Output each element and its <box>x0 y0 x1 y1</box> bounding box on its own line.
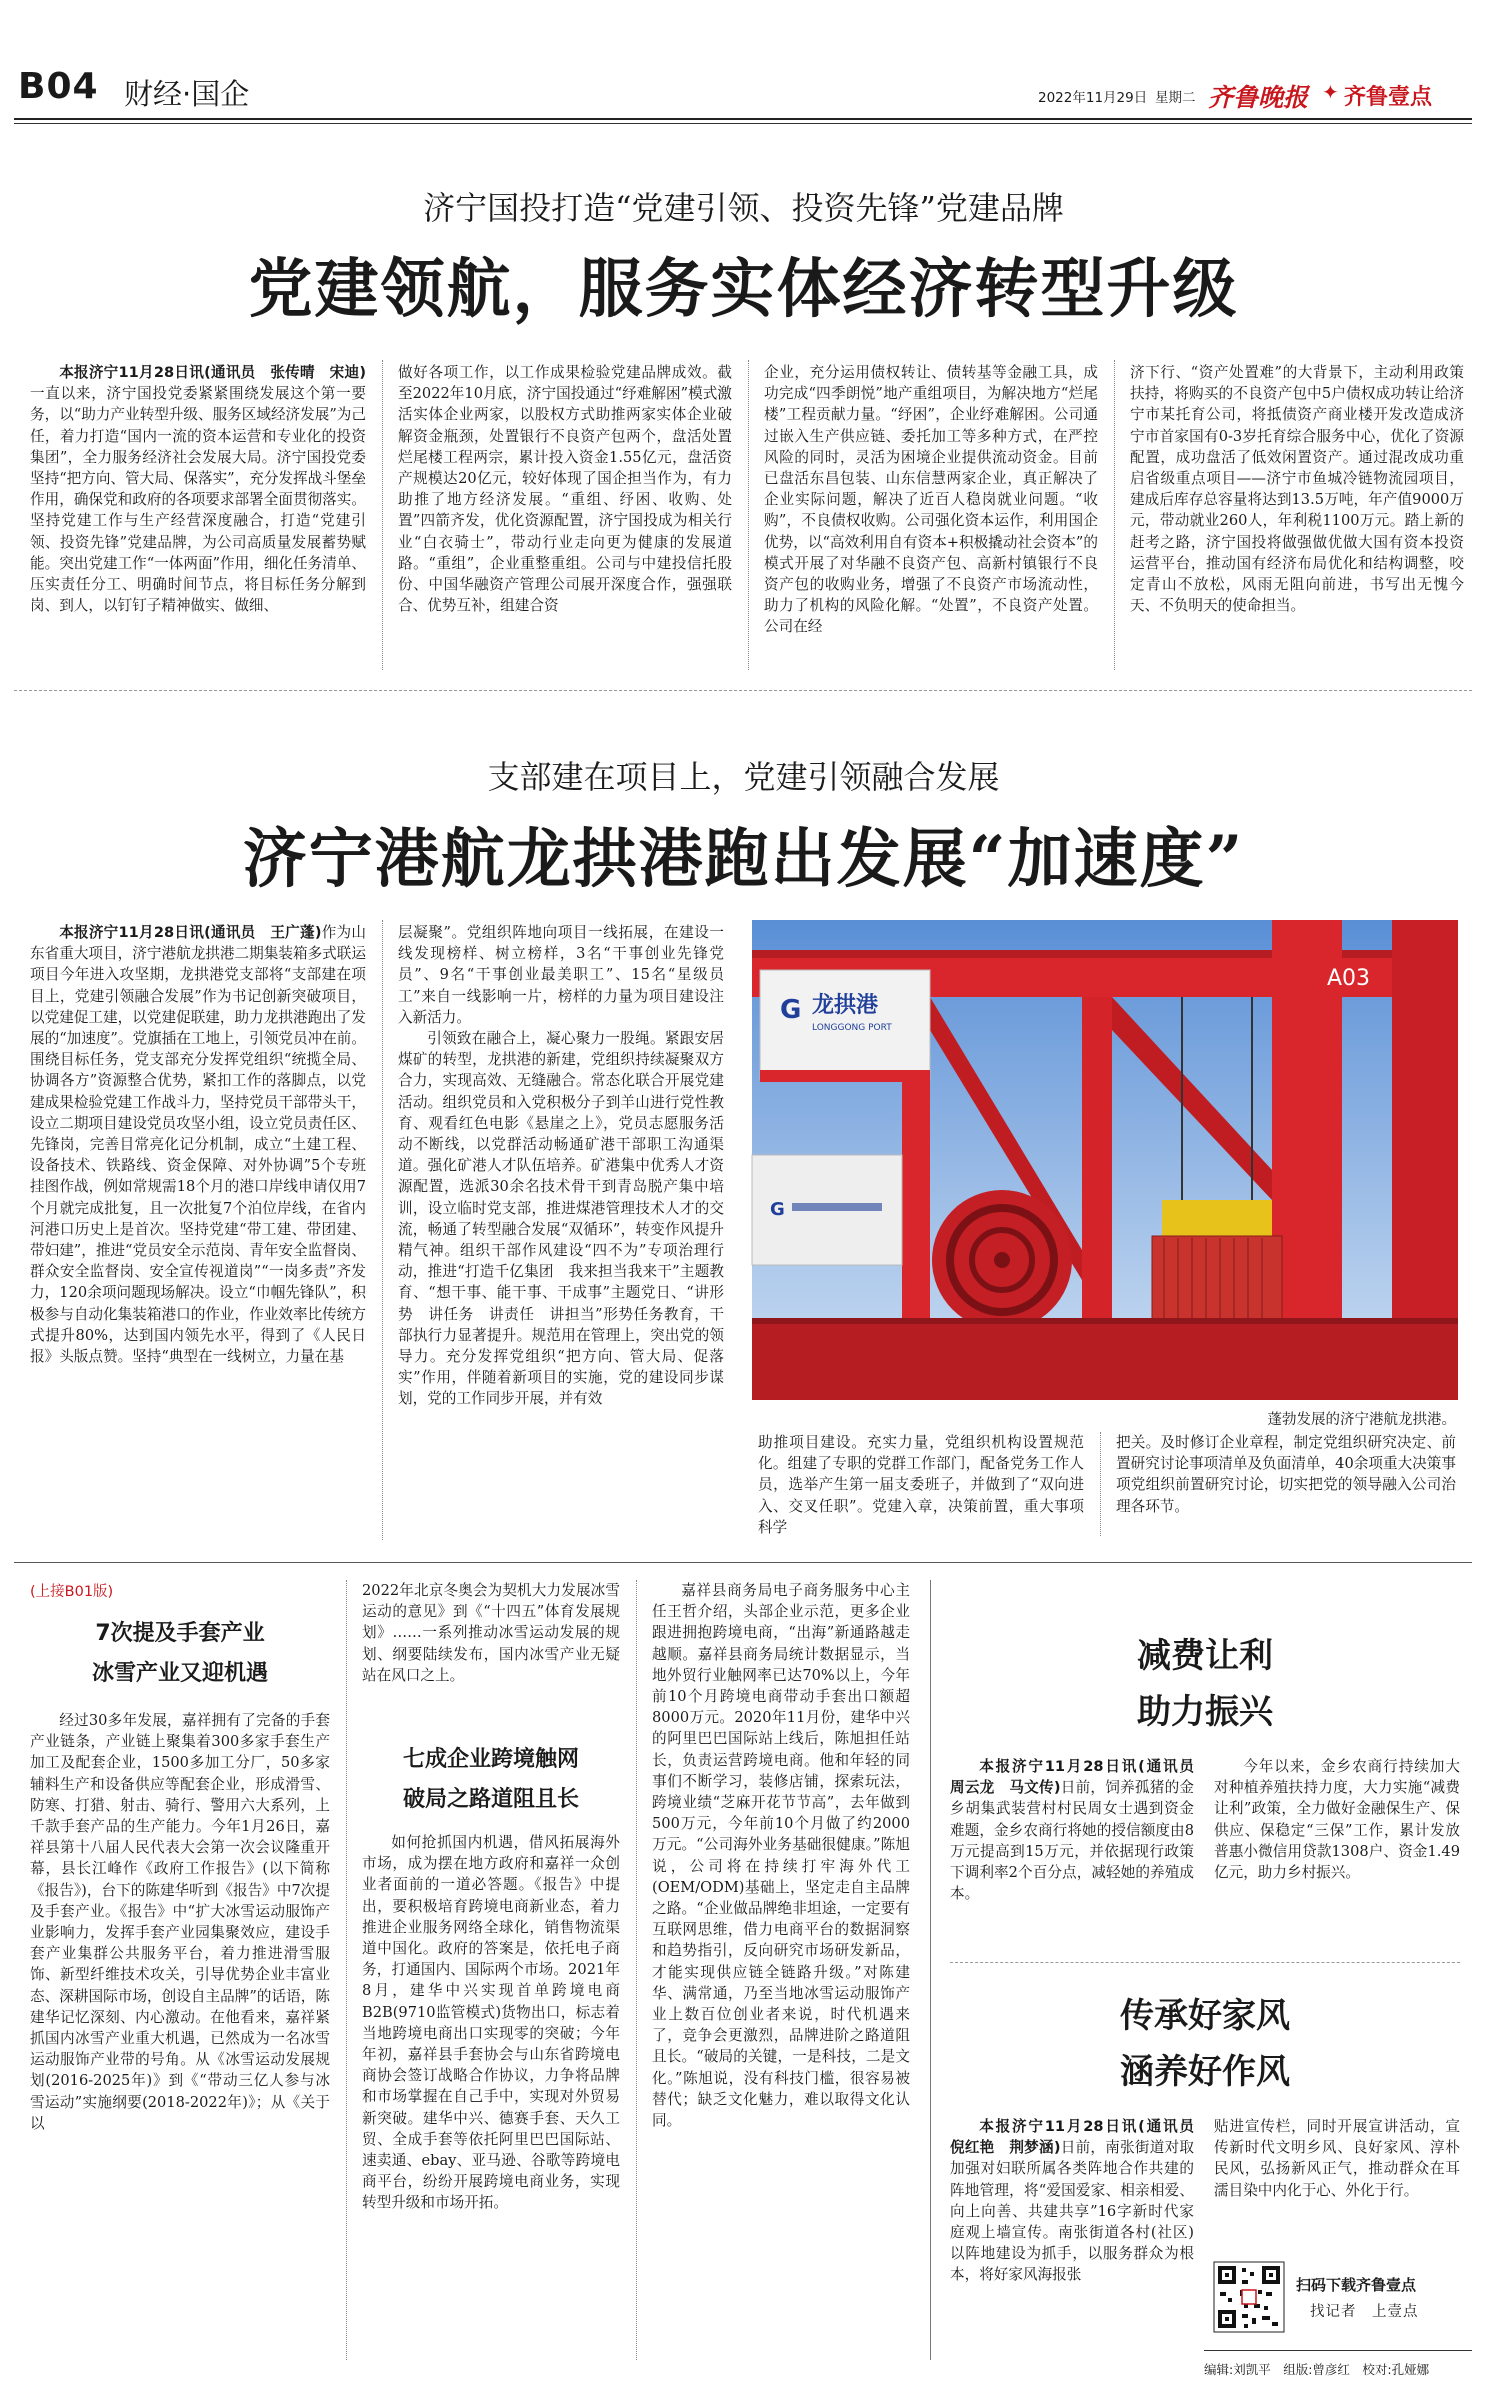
article4-col2: 今年以来，金乡农商行持续加大对种植养殖扶持力度，大力实施“减费让利”政策，全力做好金融保生产、保供应、保稳定“三保”工作，累计发放普惠小微信用贷款1308户、资金1.49亿元，助力乡村振兴。 <box>1214 1758 1460 1882</box>
article4-col1: 本报济宁11月28日讯(通讯员 周云龙 马文传)日前，饲养孤猪的金乡胡集武装营村村民周女士遇到资金难题，金乡农商行将她的授信额度由8万元提高到15万元，并依据现行政策下调利率2个百分点，减轻她的养殖成本。 <box>950 1758 1209 1903</box>
article4-headline1: 减费让利 <box>1137 1636 1273 1676</box>
masthead-rule <box>14 118 1472 120</box>
section-name: 财经·国企 <box>124 77 250 111</box>
photo-sign-cn: 龙拱港 <box>812 993 879 1018</box>
article1-kicker: 济宁国投打造“党建引领、投资先锋”党建品牌 <box>423 189 1064 227</box>
brand-name: 齐鲁壹点 <box>1344 85 1433 110</box>
article2-kicker: 支部建在项目上，党建引领融合发展 <box>487 758 1000 796</box>
article3-col1: 经过30多年发展，嘉祥拥有了完备的手套产业链条，产业链上聚集着300多家手套生产加工及配套企业，1500多加工分厂，50多家辅料生产和设备供应等配套企业，形成滑雪、防寒、打猎、射击、骑行、警用六大系列，上千款手套产品的生产能力。今年1月26日，嘉祥县第十八届人民代表大会第一次会议隆重开幕，县长江峰作《政府工作报告》(以下简称《报告》)，台下的陈建华听到《报告》中7次提及手套产业。《报告》中“扩大冰雪运动服饰产业影响力，发挥手套产业园集聚效应，建设手套产业集群公共服务平台，着力推进滑雪服饰、新型纤维技术攻关，引导优势企业丰富业态、深耕国际市场，创设自主品牌”的话语，陈建华记忆深刻、内心激动。在他看来，嘉祥紧抓国内冰雪产业重大机遇，已然成为一名冰雪运动服饰产业带的号角。从《冰雪运动发展规划(2016-2025年)》到《“带动三亿人参与冰雪运动”实施纲要(2018-2022年)》；从《关于以 <box>30 1712 330 2132</box>
article5-col2: 贴进宣传栏，同时开展宣讲活动，宣传新时代文明乡风、良好家风、淳朴民风，弘扬新风正气，推动群众在耳濡目染中内化于心、外化于行。 <box>1214 2118 1460 2199</box>
continue-marker: (上接B01版) <box>30 1584 114 1600</box>
article4-byline: 本报济宁11月28日讯(通讯员 周云龙 马文传) <box>950 1758 1209 1797</box>
port-photo <box>752 920 1458 1400</box>
article2-col2: 层凝聚”。党组织阵地向项目一线拓展，在建设一线发现榜样、树立榜样，3名“干事创业先锋党员”、9名“干事创业最美职工”、15名“星级员工”来自一线影响一片，榜样的力量为项目建设注入新活力。 引领致在融合上，凝心聚力一股绳。紧跟安居煤矿的转型，龙拱港的新建，党组织持续凝聚双方合力，实现高效、无缝融合。常态化联合开展党建活动。组织党员和入党积极分子到羊山进行党性教育、观看红色电影《悬崖之上》，党员志愿服务活动不断线，以党群活动畅通矿港干部职工沟通渠道。强化矿港人才队伍培养。矿港集中优秀人才资源配置，选派30余名技术骨干到青岛脱产集中培训，设立临时党支部，推进煤港管理技术人才的交流，畅通了转型融合发展“双循环”，转变作风提升精气神。组织干部作风建设“四不为”专项治理行动，推进“打造千亿集团 我来担当我来干”主题教育、“想干事、能干事、干成事”主题党日、“讲形势 讲任务 讲责任 讲担当”形势任务教育，干部执行力显著提升。规范用在管理上，突出党的领导力。充分发挥党组织“把方向、管大局、促落实”作用，伴随着新项目的实施，党的建设同步谋划，党的工作同步开展，并有效 <box>398 924 724 1408</box>
article3-col2b: 如何抢抓国内机遇，借风拓展海外市场，成为摆在地方政府和嘉祥一众创业者面前的一道必答题。《报告》中提出，要积极培育跨境电商新业态，着力推进企业服务网络全球化，销售物流渠道中国化。政府的答案是，依托电子商务，打通国内、国际两个市场。2021年8月，建华中兴实现首单跨境电商B2B(9710监管模式)货物出口，标志着当地跨境电商出口实现零的突破；今年年初，嘉祥县手套协会与山东省跨境电商协会签订战略合作协议，力争将品牌和市场掌握在自己手中，实现对外贸易新突破。建华中兴、德赛手套、天久工贸、全成手套等依托阿里巴巴国际站、速卖通、ebay、亚马逊、谷歌等跨境电商平台，纷纷开展跨境电商业务，实现转型升级和市场开拓。 <box>362 1834 620 2212</box>
article3-subhead1: 7次提及手套产业 <box>95 1621 265 1646</box>
article5-headline1: 传承好家风 <box>1120 1996 1290 2036</box>
article1-col4: 济下行、“资产处置难”的大背景下，主动利用政策扶持，将购买的不良资产包中5户债权成功转让给济宁市某托育公司，将抵债资产商业楼开发改造成济宁市首家国有0-3岁托育综合服务中心，优化了资源配置，成功盘活了低效闲置资产。通过混改成功重启省级重点项目——济宁市鱼城冷链物流园项目，建成后库存总容量将达到13.5万吨，年产值9000万元，带动就业260人，年利税1100万元。踏上新的赶考之路，济宁国投将做强做优做大国有资本投资运营平台，推动国有经济布局优化和结构调整，咬定青山不放松，风雨无阻向前进，书写出无愧今天、不负明天的使命担当。 <box>1130 364 1464 615</box>
article5-byline: 本报济宁11月28日讯(通讯员 倪红艳 荆梦涵) <box>950 2118 1209 2157</box>
photo-sign-en: LONGGONG PORT <box>812 1023 892 1033</box>
article1-byline: 本报济宁11月28日讯(通讯员 张传晴 宋迪) <box>59 364 366 381</box>
footer-rule <box>1204 2350 1472 2351</box>
section-rule-2 <box>14 1562 1472 1563</box>
article3-col3: 嘉祥县商务局电子商务服务中心主任王哲介绍，头部企业示范，更多企业跟进拥抱跨境电商，“出海”新通路越走越顺。嘉祥县商务局统计数据显示，当地外贸行业触网率已达70%以上，今年前10个月跨境电商带动手套出口额超8000万元。2020年11月份，建华中兴的阿里巴巴国际站上线后，陈旭担任站长，负责运营跨境电商。他和年轻的同事们不断学习，装修店铺，探索玩法，跨境业绩“芝麻开花节节高”，去年做到500万元，今年前10个月做了约2000万元。“公司海外业务基础很健康。”陈旭说，公司将在持续打牢海外代工(OEM/ODM)基础上，坚定走自主品牌之路。“企业做品牌绝非坦途，一定要有互联网思维，借力电商平台的数据洞察和趋势指引，反向研究市场研发新品，才能实现供应链全链路升级。”对陈建华、满常通，乃至当地冰雪运动服饰产业上数百位创业者来说，时代机遇来了，竞争会更激烈，品牌进阶之路道阻且长。“破局的关键，一是科技，二是文化。”陈旭说，没有科技门槛，很容易被替代；缺乏文化魅力，难以取得文化认同。 <box>652 1582 910 2130</box>
issue-date: 2022年11月29日 <box>1038 90 1148 106</box>
article5-headline2: 涵养好作风 <box>1120 2052 1290 2092</box>
section-rule-3 <box>950 1962 1460 1963</box>
article3-subhead4: 破局之路道阻且长 <box>402 1787 579 1812</box>
svg-text:G: G <box>770 1199 785 1220</box>
photo-sign-logo: G <box>780 995 802 1025</box>
masthead-rule-thin <box>14 123 1472 124</box>
article1-headline: 党建领航，服务实体经济转型升级 <box>248 252 1239 327</box>
article2-col4: 把关。及时修订企业章程，制定党组织研究决定、前置研究讨论事项清单及负面清单，40余项重大决策事项党组织前置研究讨论，切实把党的领导融入公司治理各环节。 <box>1116 1434 1456 1515</box>
section-rule-1 <box>14 690 1472 691</box>
photo-sign-number: A03 <box>1327 966 1371 991</box>
qr-caption-1: 扫码下载齐鲁壹点 <box>1296 2276 1417 2294</box>
article3-subhead2: 冰雪产业又迎机遇 <box>91 1661 268 1686</box>
article5-col1: 本报济宁11月28日讯(通讯员 倪红艳 荆梦涵)日前，南张街道对取加强对妇联所属各类阵地合作共建的阵地管理，将“爱国爱家、相亲相爱、向上向善、共建共享”16字新时代家庭观上墙宣传。南张街道各村(社区)以阵地建设为抓手，以服务群众为根本，将好家风海报张 <box>950 2118 1209 2284</box>
photo-caption: 蓬勃发展的济宁港航龙拱港。 <box>1267 1412 1456 1428</box>
editor-credits: 编辑:刘凯平 组版:曾彦红 校对:孔娅娜 <box>1204 2362 1430 2377</box>
article1-col2: 做好各项工作，以工作成果检验党建品牌成效。截至2022年10月底，济宁国投通过“纾难解困”模式激活实体企业两家，以股权方式助推两家实体企业破解资金瓶颈，处置银行不良资产包两个，盘活处置烂尾楼工程两宗，累计投入资金1.55亿元，盘活资产规模达20亿元，较好体现了国企担当作为，有力助推了地方经济发展。“重组、纾困、收购、处置”四箭齐发，优化资源配置，济宁国投成为相关行业“白衣骑士”，带动行业走向更为健康的发展道路。“重组”，企业重整重组。公司与中建投信托股份、中国华融资产管理公司展开深度合作，强强联合、优势互补，组建合资 <box>398 364 732 615</box>
article2-byline: 本报济宁11月28日讯(通讯员 王广蓬) <box>59 924 322 941</box>
article1-col3: 企业，充分运用债权转让、债转基等金融工具，成功完成“四季朗悦”地产重组项目，为解决地方“烂尾楼”工程贡献力量。“纾困”，企业纾难解困。公司通过嵌入生产供应链、委托加工等多种方式，在严控风险的同时，灵活为困境企业提供流动资金。目前已盘活东昌包装、山东信慧两家企业，真正解决了企业实际问题，解决了近百人稳岗就业问题。“收购”，不良债权收购。公司强化资本运作，利用国企优势，以“高效利用自有资本+积极撬动社会资本”的模式开展了对华融不良资产包、高新村镇银行不良资产包的收购业务，增强了不良资产市场流动性，助力了机构的风险化解。“处置”，不良资产处置。公司在经 <box>764 364 1098 636</box>
paper-name: 齐鲁晚报 <box>1208 83 1309 112</box>
qr-caption-2: 找记者 上壹点 <box>1310 2304 1419 2320</box>
article2-col1: 本报济宁11月28日讯(通讯员 王广蓬)作为山东省重大项目，济宁港航龙拱港二期集装箱多式联运项目今年进入攻坚期，龙拱港党支部将“支部建在项目上，党建引领融合发展”作为书记创新突破项目，以党建促工建，以党建促联建，助力龙拱港跑出了发展的“加速度”。党旗插在工地上，引领党员冲在前。围绕目标任务，党支部充分发挥党组织“统揽全局、协调各方”资源整合优势，紧扣工作的落脚点，以党建成果检验党建工作战斗力，坚持党员干部带头干，设立二期项目建设党员攻坚小组，设立党员责任区、先锋岗，完善目常亮化记分机制，成立“土建工程、设备技术、铁路线、资金保障、对外协调”5个专班挂图作战，例如常规需18个月的港口岸线申请仅用7个月就完成批复，且一次批复7个泊位岸线，在省内河港口历史上是首次。坚持党建“带工建、带团建、带妇建”，推进“党员安全示范岗、青年安全监督岗、群众安全监督岗、安全宣传视道岗”“一岗多责”齐发力，120余项问题现场解决。设立“巾帼先锋队”，积极参与自动化集装箱港口的作业，作业效率比传统方式提升80%，达到国内领先水平，得到了《人民日报》头版点赞。坚持“典型在一线树立，力量在基 <box>30 924 366 1366</box>
article4-headline2: 助力振兴 <box>1137 1692 1273 1732</box>
article3-subhead3: 七成企业跨境触网 <box>402 1747 579 1772</box>
article2-col3: 助推项目建设。充实力量，党组织机构设置规范化。组建了专职的党群工作部门，配备党务工作人员，选举产生第一届支委班子，并做到了“双向进入、交叉任职”。党建入章，决策前置，重大事项科学 <box>758 1434 1084 1536</box>
page-number: B04 <box>18 66 99 107</box>
brand-dot-icon: ✦ <box>1322 80 1339 104</box>
article1-col1: 本报济宁11月28日讯(通讯员 张传晴 宋迪)一直以来，济宁国投党委紧紧围绕发展这个第一要务，以“助力产业转型升级、服务区域经济发展”为己任，着力打造“国内一流的资本运营和专业化的投资集团”，全力服务经济社会发展大局。济宁国投党委坚持“把方向、管大局、保落实”，充分发挥战斗堡垒作用，确保党和政府的各项要求部署全面贯彻落实。坚持党建工作与生产经营深度融合，打造“党建引领、投资先锋”党建品牌，为公司高质量发展蓄势赋能。突出党建工作“一体两面”作用，细化任务清单、压实责任分工、明确时间节点，将目标任务分解到岗、到人，以钉钉子精神做实、做细、 <box>30 364 366 615</box>
article3-col2a: 2022年北京冬奥会为契机大力发展冰雪运动的意见》到《“十四五”体育发展规划》……一系列推动冰雪运动发展的规划、纲要陆续发布，国内冰雪产业无疑站在风口之上。 <box>362 1582 620 1684</box>
qr-code-icon[interactable] <box>1214 2262 1284 2332</box>
article2-headline: 济宁港航龙拱港跑出发展“加速度” <box>242 822 1245 897</box>
issue-weekday: 星期二 <box>1155 90 1196 106</box>
